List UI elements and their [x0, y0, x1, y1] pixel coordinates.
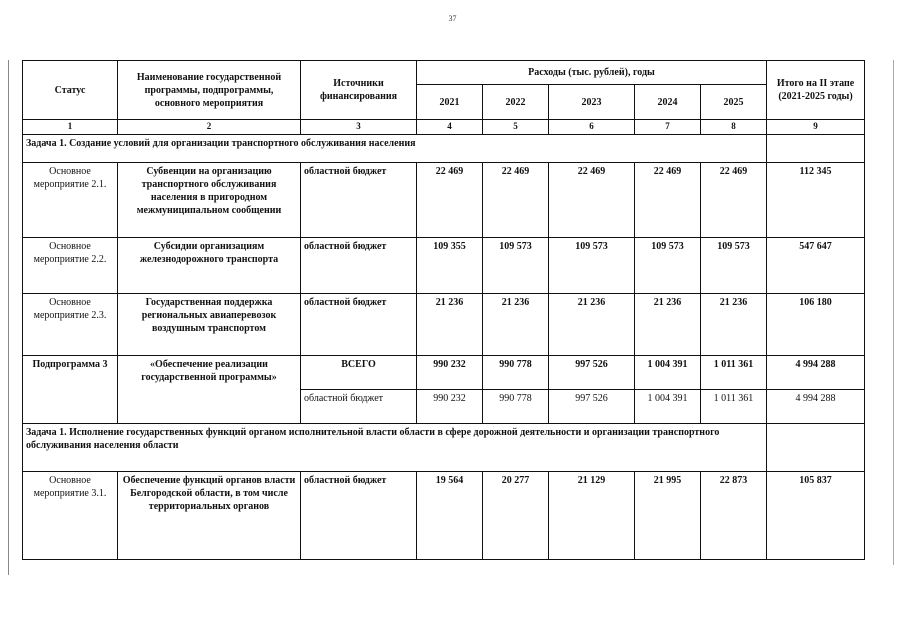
table-row: [23, 471, 865, 559]
row-source: областной бюджет: [301, 293, 417, 355]
row-source: областной бюджет: [301, 237, 417, 293]
header-expenses: Расходы (тыс. рублей), годы: [417, 61, 767, 85]
table-row: [23, 293, 865, 355]
header-year: 2025: [701, 85, 767, 120]
row-value: 22 469: [701, 162, 767, 237]
row-value: 22 469: [483, 162, 549, 237]
row-value: 109 573: [701, 237, 767, 293]
subprogram-status: Подпрограмма 3: [23, 355, 118, 423]
column-number-row: [23, 120, 865, 135]
row-value: 990 232: [417, 355, 483, 389]
row-total: 106 180: [767, 293, 865, 355]
row-value: 21 129: [549, 471, 635, 559]
header-year: 2023: [549, 85, 635, 120]
row-value: 1 011 361: [701, 355, 767, 389]
row-status: Основное мероприятие 2.2.: [23, 237, 118, 293]
row-total: 105 837: [767, 471, 865, 559]
row-value: 1 004 391: [635, 355, 701, 389]
row-value: 21 236: [635, 293, 701, 355]
row-status: Основное мероприятие 2.3.: [23, 293, 118, 355]
column-number: 6: [549, 120, 635, 135]
table-row: [23, 237, 865, 293]
row-name: Обеспечение функций органов власти Белгородской области, в том числе территориальных органов: [118, 471, 301, 559]
subprogram-total-row: [23, 355, 865, 389]
row-source: областной бюджет: [301, 162, 417, 237]
column-number: 1: [23, 120, 118, 135]
header-sources: Источники финансирования: [301, 61, 417, 120]
row-name: Субсидии организациям железнодорожного транспорта: [118, 237, 301, 293]
column-number: 3: [301, 120, 417, 135]
row-value: 990 778: [483, 389, 549, 423]
table-row: [23, 162, 865, 237]
task-2-title: Задача 1. Исполнение государственных функций органом исполнительной власти области в сфере дорожной деятельности и организации транспортного обслуживания населения области: [23, 423, 767, 471]
header-status: Статус: [23, 61, 118, 120]
task-row: [23, 423, 865, 471]
task-row: [23, 134, 865, 162]
header-name: Наименование государственной программы, подпрограммы, основного мероприятия: [118, 61, 301, 120]
subprogram-name: «Обеспечение реализации государственной программы»: [118, 355, 301, 423]
row-status: Основное мероприятие 2.1.: [23, 162, 118, 237]
row-value: 990 778: [483, 355, 549, 389]
row-value: 20 277: [483, 471, 549, 559]
row-value: 109 355: [417, 237, 483, 293]
task-1-title: Задача 1. Создание условий для организации транспортного обслуживания населения: [23, 134, 767, 162]
row-value: 21 236: [701, 293, 767, 355]
column-number: 4: [417, 120, 483, 135]
column-number: 2: [118, 120, 301, 135]
page-number: 37: [448, 14, 457, 23]
row-value: 19 564: [417, 471, 483, 559]
header-total: Итого на II этапе (2021-2025 годы): [767, 61, 865, 120]
row-value: 997 526: [549, 389, 635, 423]
row-source: областной бюджет: [301, 389, 417, 423]
row-name: Субвенции на организацию транспортного обслуживания населения в пригородном межмуниципальном сообщении: [118, 162, 301, 237]
row-total: 4 994 288: [767, 355, 865, 389]
row-value: 22 469: [417, 162, 483, 237]
header-year: 2022: [483, 85, 549, 120]
left-margin-rule: [8, 60, 9, 575]
row-value: 21 995: [635, 471, 701, 559]
column-number: 5: [483, 120, 549, 135]
row-value: 1 004 391: [635, 389, 701, 423]
row-value: 21 236: [417, 293, 483, 355]
row-name: Государственная поддержка региональных авиаперевозок воздушным транспортом: [118, 293, 301, 355]
column-number: 8: [701, 120, 767, 135]
row-value: 997 526: [549, 355, 635, 389]
row-value: 22 469: [635, 162, 701, 237]
row-total: 112 345: [767, 162, 865, 237]
row-value: 990 232: [417, 389, 483, 423]
column-number: 9: [767, 120, 865, 135]
header-year: 2024: [635, 85, 701, 120]
row-value: 21 236: [549, 293, 635, 355]
row-value: 21 236: [483, 293, 549, 355]
row-source: областной бюджет: [301, 471, 417, 559]
row-value: 109 573: [483, 237, 549, 293]
row-status: Основное мероприятие 3.1.: [23, 471, 118, 559]
row-value: 22 873: [701, 471, 767, 559]
row-value: 109 573: [635, 237, 701, 293]
header-year: 2021: [417, 85, 483, 120]
budget-table: [22, 60, 865, 560]
row-total: 547 647: [767, 237, 865, 293]
right-margin-rule: [893, 60, 894, 565]
subprogram-total-label: ВСЕГО: [301, 355, 417, 389]
row-total: 4 994 288: [767, 389, 865, 423]
row-value: 109 573: [549, 237, 635, 293]
column-number: 7: [635, 120, 701, 135]
row-value: 22 469: [549, 162, 635, 237]
row-value: 1 011 361: [701, 389, 767, 423]
